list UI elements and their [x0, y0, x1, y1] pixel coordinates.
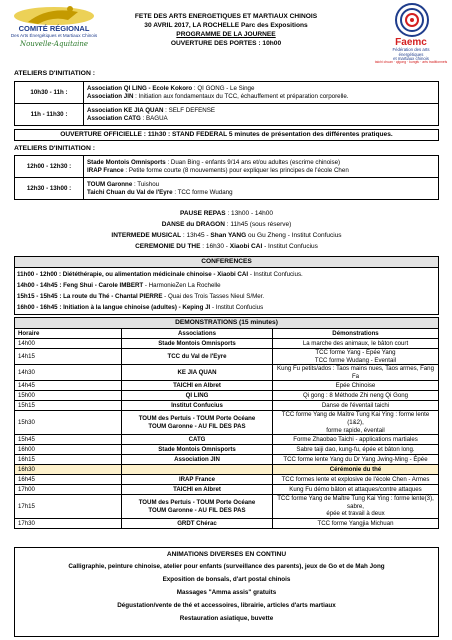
demo-time: 15h00 [15, 391, 122, 401]
demo-association [122, 445, 273, 455]
ateliers2-entry [87, 181, 435, 189]
ateliers2-entries [84, 178, 439, 200]
demo-time: 15h30 [15, 411, 122, 435]
column-header-demonstrations: Démonstrations [273, 329, 439, 339]
conf-topic: : La route du Thé [57, 293, 110, 300]
conf-place: - Institut Confucius. [248, 271, 303, 278]
ceremonie-the [14, 241, 439, 252]
opening-label: OUVERTURE OFFICIELLE [60, 131, 142, 138]
demonstration-text: Cérémonie du thé [329, 465, 382, 473]
demo-time: 17h00 [15, 485, 122, 495]
event-text: : 13h45 - [181, 232, 211, 239]
demo-association [122, 465, 273, 475]
demo-row [15, 381, 439, 391]
demo-description [273, 349, 439, 365]
faemc-sub3: et martiaux chinois [393, 56, 429, 62]
demo-time: 17h15 [15, 495, 122, 519]
association-name: TOUM des Pertuis - TOUM Porte Océane [138, 499, 256, 507]
ateliers2-entry [87, 189, 435, 197]
assoc-name: Stade Montois Omnisports [87, 158, 166, 166]
ateliers2-time: 12h00 - 12h30 : [15, 156, 84, 178]
comite-regional-logo [8, 2, 100, 54]
demo-description [273, 475, 439, 485]
demonstration-text: Kung Fu petits/ados : Taos mains nues, Taos armes, Fang Fa [277, 365, 434, 380]
assoc-desc: : BAGUA [140, 114, 168, 122]
event-performer: Xiaobi CAI [229, 243, 263, 250]
demo-row [15, 445, 439, 455]
conf-speaker: - Chantal PIERRE [109, 293, 163, 300]
conference-item [17, 269, 436, 280]
demo-association [122, 365, 273, 381]
demo-description [273, 401, 439, 411]
event-label: PAUSE REPAS [180, 210, 226, 217]
conf-speaker: - Carole IMBERT [93, 282, 144, 289]
demo-association [122, 411, 273, 435]
conference-item [17, 280, 436, 291]
demo-row [15, 391, 439, 401]
association-name: TAICHI en Albret [173, 485, 221, 493]
programme-title: PROGRAMME DE LA JOURNEE [176, 31, 276, 38]
demo-time: 16h15 [15, 455, 122, 465]
demo-association [122, 401, 273, 411]
demo-description [273, 339, 439, 349]
demo-time: 14h15 [15, 349, 122, 365]
demo-row [15, 349, 439, 365]
conf-topic: : Initiation à la langue chinoise (adultes) [57, 304, 177, 311]
conf-place: - Institut Confucius [210, 304, 264, 311]
spiral-icon [374, 2, 448, 38]
conf-time: 15h15 - 15h45 [17, 293, 58, 300]
demo-description [273, 465, 439, 475]
opening-text: : 11h30 : STAND FEDERAL 5 minutes de présentation des différentes pratiques. [141, 131, 393, 138]
official-opening-banner [14, 129, 439, 141]
animation-item: Restauration asiatique, buvette [179, 615, 274, 622]
demo-time: 15h15 [15, 401, 122, 411]
conferences-list [15, 268, 438, 314]
event-tail: ou Gu Zheng - Institut Confucius [246, 232, 342, 239]
demonstrations-table [14, 317, 439, 529]
demo-association [122, 391, 273, 401]
demo-association [122, 485, 273, 495]
ateliers1-entry [87, 115, 435, 123]
event-label: INTERMEDE MUSICAL [111, 232, 182, 239]
event-header [100, 13, 352, 49]
demo-title-row [15, 318, 439, 329]
event-text: : 16h30 - [200, 243, 230, 250]
demonstration-text: Forme Zhaobao Taichi - applications martiales [293, 435, 418, 443]
conf-topic: : Diététhérapie, ou alimentation médicinale chinoise [57, 271, 212, 278]
demo-description [273, 381, 439, 391]
ateliers-table-2 [14, 155, 439, 200]
demo-row [15, 365, 439, 381]
demo-row [15, 435, 439, 445]
association-name: TOUM des Pertuis - TOUM Porte Océane [138, 415, 256, 423]
logo-line3: Nouvelle-Aquitaine [19, 40, 89, 48]
demo-time: 14h45 [15, 381, 122, 391]
demo-row [15, 485, 439, 495]
logo-line1: COMITÉ RÉGIONAL [18, 24, 90, 33]
demo-association [122, 339, 273, 349]
demo-time: 16h45 [15, 475, 122, 485]
demonstration-text: Epée Chinoise [335, 382, 376, 390]
demo-association [122, 495, 273, 519]
association-name: Association JIN [174, 455, 220, 463]
ateliers2-entries [84, 156, 439, 178]
logo-line2: Des Arts Énergétiques et Martiaux Chinois [10, 33, 98, 38]
ateliers1-row [15, 82, 439, 104]
ateliers1-row [15, 104, 439, 126]
demonstrations-heading: DEMONSTRATIONS (15 minutes) [15, 318, 439, 329]
demonstration-text: Qi gong : 8 Méthode Zhi neng Qi Gong [302, 392, 408, 400]
danse-dragon [14, 219, 439, 230]
association-name: KE JIA QUAN [177, 369, 217, 377]
association-name: GRDT Chérac [177, 519, 217, 527]
demo-time: 17h30 [15, 519, 122, 529]
assoc-desc: : Duan Bing - enfants 9/14 ans et/ou adultes (escrime chinoise) [165, 158, 341, 166]
event-tail: - Institut Confucius [262, 243, 318, 250]
demo-row [15, 465, 439, 475]
event-date-place: 30 AVRIL 2017, LA ROCHELLE Parc des Expositions [144, 22, 308, 29]
conf-time: 16h00 - 16h45 [17, 304, 58, 311]
demo-description [273, 495, 439, 519]
demo-association [122, 349, 273, 365]
association-name: TOUM Garonne - AU FIL DES PAS [148, 506, 246, 514]
intermede-musical [14, 230, 439, 241]
ateliers1-time: 10h30 - 11h : [15, 82, 84, 104]
ateliers-table-1 [14, 81, 439, 126]
assoc-name: Association QI LING - Ecole Kokoro [87, 84, 193, 92]
ateliers1-entry [87, 93, 435, 101]
demonstration-text: La marche des animaux, le bâton court [302, 339, 409, 347]
demonstration-text: TCC forme Yang de Maître Tung Kai Ying : forme lente(3), sabre, [277, 495, 434, 510]
assoc-desc: : TCC forme Wudang [172, 188, 233, 196]
association-name: CATG [188, 435, 206, 443]
event-performer: Shan YANG [210, 232, 247, 239]
demo-row [15, 519, 439, 529]
assoc-name: Association JIN [87, 92, 134, 100]
event-text: : 11h45 (sous réserve) [224, 221, 292, 228]
faemc-tagline: taichi chuan · qigong · kungfu · arts traditionnels [374, 60, 448, 64]
event-title: FETE DES ARTS ENERGETIQUES ET MARTIAUX CHINOIS [134, 13, 318, 20]
animation-item: Massages "Amma assis" gratuits [176, 589, 277, 596]
assoc-name: Association CATG [87, 114, 141, 122]
demo-time: 15h45 [15, 435, 122, 445]
assoc-desc: : SELF DEFENSE [163, 106, 216, 114]
assoc-name: TOUM Garonne [87, 180, 133, 188]
faemc-sub2: énergétiques [398, 51, 424, 57]
animation-item: Calligraphie, peinture chinoise, atelier pour enfants (surveillance des parents), jeux de Go et de Mah Jong [68, 563, 385, 570]
assoc-desc: : Petite forme courte (8 mouvements) pour expliquer les principes de l'école Chen [123, 166, 349, 174]
demo-association [122, 475, 273, 485]
ateliers1-entry [87, 85, 435, 93]
faemc-sub1: Fédération des arts [392, 47, 430, 52]
faemc-name: Faemc [395, 37, 427, 48]
event-label: DANSE du DRAGON [161, 221, 225, 228]
assoc-name: Association KE JIA QUAN [87, 106, 164, 114]
demo-row [15, 401, 439, 411]
demo-time: 16h30 [15, 465, 122, 475]
assoc-name: IRAP France [87, 166, 124, 174]
ateliers2-row [15, 178, 439, 200]
demonstration-text: épée et travail à deux [326, 510, 385, 518]
demo-description [273, 519, 439, 529]
demo-row [15, 411, 439, 435]
demo-time: 14h00 [15, 339, 122, 349]
demonstration-text: Danse de l'éventail taichi [321, 402, 390, 410]
animations-heading: ANIMATIONS DIVERSES EN CONTINU [166, 551, 287, 558]
assoc-name: Taichi Chuan du Val de l'Eyre [87, 188, 173, 196]
assoc-desc: : Initiation aux fondamentaux du TCC, échauffement et préparation corporelle. [133, 92, 349, 100]
event-text: : 13h00 - 14h00 [225, 210, 273, 217]
conf-speaker: - Xiaobi CAI [211, 271, 249, 278]
pause-repas [14, 208, 439, 219]
conferences-heading: CONFERENCES [15, 257, 438, 268]
ateliers1-entry [87, 107, 435, 115]
association-name: IRAP France [178, 475, 216, 483]
animation-item: Exposition de bonsaïs, d'art postal chinois [162, 576, 291, 583]
demo-association [122, 455, 273, 465]
demo-row [15, 455, 439, 465]
demonstration-text: TCC forme Wudang - Eventail [314, 356, 397, 364]
demonstration-text: Sabre taiji dao, kung-fu, épée et bâton long. [296, 445, 415, 453]
conference-item [17, 302, 436, 313]
animation-item: Dégustation/vente de thé et accessoires, librairie, articles d'arts martiaux [117, 602, 336, 609]
demo-row [15, 475, 439, 485]
conf-time: 11h00 - 12h00 [17, 271, 58, 278]
association-name: TCC du Val de l'Eyre [167, 352, 227, 360]
ateliers2-entry [87, 159, 435, 167]
ateliers2-row [15, 156, 439, 178]
demo-description [273, 455, 439, 465]
demo-description [273, 485, 439, 495]
association-name: Stade Montois Omnisports [158, 445, 236, 453]
ateliers-heading-1: ATELIERS D'INITIATION : [14, 70, 96, 77]
event-label: CEREMONIE DU THE [135, 243, 201, 250]
column-header-horaire: Horaire [15, 329, 122, 339]
middle-events [14, 208, 439, 252]
faemc-logo [374, 2, 448, 64]
association-name: TAICHI en Albret [173, 382, 221, 390]
conferences-box [14, 256, 439, 315]
animations-list [15, 560, 438, 625]
demo-association [122, 519, 273, 529]
ateliers2-entry [87, 167, 435, 175]
demo-row [15, 495, 439, 519]
animations-box [14, 547, 439, 637]
conf-topic: : Feng Shui [57, 282, 93, 289]
doors-opening: OUVERTURE DES PORTES : 10h00 [170, 40, 282, 47]
assoc-desc: : QI GONG - Le Singe [192, 84, 255, 92]
demo-time: 16h00 [15, 445, 122, 455]
demo-description [273, 391, 439, 401]
association-name: TOUM Garonne - AU FIL DES PAS [148, 422, 246, 430]
association-name: Stade Montois Omnisports [158, 339, 236, 347]
demo-description [273, 411, 439, 435]
demonstration-text: TCC forme Yangjia Michuan [317, 519, 394, 527]
ateliers1-time: 11h - 11h30 : [15, 104, 84, 126]
demo-row [15, 339, 439, 349]
demo-association [122, 435, 273, 445]
ateliers1-entries [84, 104, 439, 126]
demonstration-text: forme rapide, éventail [326, 426, 385, 434]
conf-time: 14h00 - 14h45 [17, 282, 58, 289]
ateliers-heading-2: ATELIERS D'INITIATION : [14, 145, 96, 152]
column-header-associations: Associations [122, 329, 273, 339]
demonstration-text: TCC forme lente Yang du Dr Yang Jwing-Ming - Épée [283, 455, 428, 463]
ateliers2-time: 12h30 - 13h00 : [15, 178, 84, 200]
assoc-desc: : Tuishou [132, 180, 160, 188]
demonstration-text: TCC forme Yang - Épée Yang [315, 349, 396, 356]
demonstration-text: Kung Fu démo bâton et attaques/contre attaques [289, 485, 422, 493]
demonstration-text: TCC formes lente et explosive de l'école Chen - Armes [281, 475, 430, 483]
conf-speaker: - Keping JI [176, 304, 211, 311]
demo-time: 14h30 [15, 365, 122, 381]
ateliers1-entries [84, 82, 439, 104]
conference-item [17, 291, 436, 302]
demo-description [273, 365, 439, 381]
demo-header-row [15, 329, 439, 339]
conf-place: - Quai des Trois Tasses Nieul S/Mer. [162, 293, 265, 300]
association-name: Institut Confucius [171, 402, 223, 410]
demo-description [273, 435, 439, 445]
association-name: QI LING [185, 392, 209, 400]
demonstration-text: TCC forme Yang de Maître Tung Kai Ying : forme lente (1&2), [281, 411, 430, 427]
conf-place: - HarmonieZen La Rochelle [143, 282, 221, 289]
demo-description [273, 445, 439, 455]
demo-association [122, 381, 273, 391]
